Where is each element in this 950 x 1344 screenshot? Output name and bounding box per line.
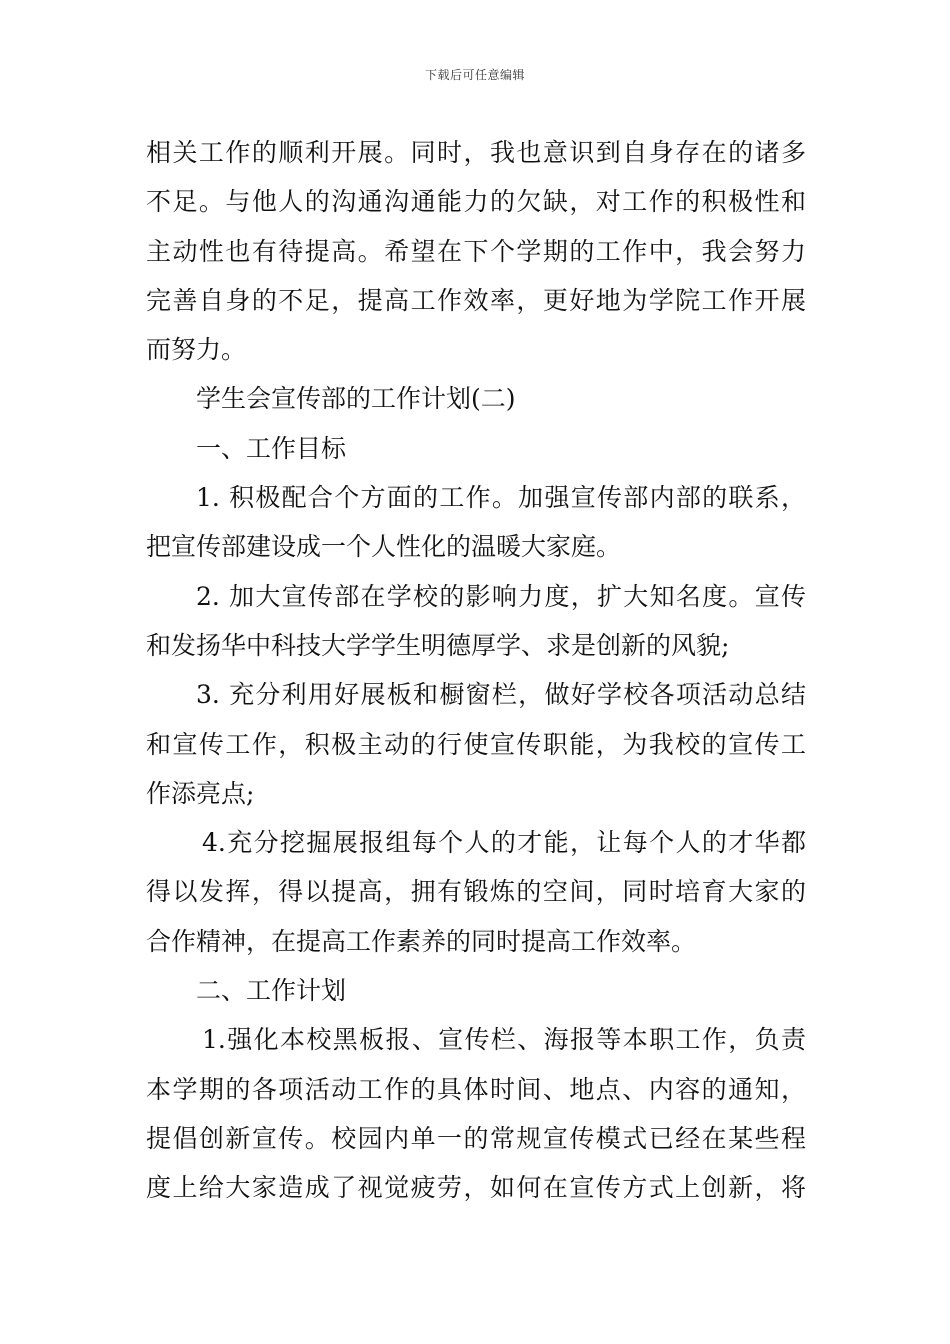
list-item-line: 合作精神，在提高工作素养的同时提高工作效率。 — [146, 926, 697, 956]
text-line: 主动性也有待提高。希望在下个学期的工作中，我会努力 — [146, 236, 806, 266]
list-item-line: 把宣传部建设成一个人性化的温暖大家庭。 — [146, 532, 622, 562]
text-line: 相关工作的顺利开展。同时，我也意识到自身存在的诸多 — [146, 138, 806, 167]
list-item-line: 4.充分挖掘展报组每个人的才能，让每个人的才华都 — [202, 828, 806, 858]
list-item-line: 度上给大家造成了视觉疲劳，如何在宣传方式上创新，将 — [146, 1173, 806, 1203]
list-item-line: 和宣传工作，积极主动的行使宣传职能，为我校的宣传工 — [146, 729, 806, 759]
section-heading: 二、工作计划 — [196, 976, 347, 1006]
list-item-line: 本学期的各项活动工作的具体时间、地点、内容的通知， — [146, 1074, 806, 1104]
text-line: 而努力。 — [146, 335, 247, 365]
list-item-line: 和发扬华中科技大学学生明德厚学、求是创新的风貌; — [146, 630, 730, 660]
list-item-line: 3. 充分利用好展板和橱窗栏，做好学校各项活动总结 — [196, 680, 806, 710]
text-line: 不足。与他人的沟通沟通能力的欠缺，对工作的积极性和 — [146, 187, 806, 217]
list-item-line: 得以发挥，得以提高，拥有锻炼的空间，同时培育大家的 — [146, 877, 806, 907]
header-note: 下载后可任意编辑 — [424, 68, 525, 82]
body-text — [146, 128, 806, 1213]
list-item-line: 1.强化本校黑板报、宣传栏、海报等本职工作，负责 — [202, 1025, 806, 1055]
list-item-line: 作添亮点; — [146, 778, 255, 808]
section-title: 学生会宣传部的工作计划(二) — [196, 384, 516, 414]
section-heading: 一、工作目标 — [196, 433, 347, 463]
list-item-line: 2. 加大宣传部在学校的影响力度，扩大知名度。宣传 — [196, 581, 806, 611]
list-item-line: 1. 积极配合个方面的工作。加强宣传部内部的联系， — [196, 483, 806, 513]
text-line: 完善自身的不足，提高工作效率，更好地为学院工作开展 — [146, 285, 806, 315]
list-item-line: 提倡创新宣传。校园内单一的常规宣传模式已经在某些程 — [146, 1123, 806, 1153]
